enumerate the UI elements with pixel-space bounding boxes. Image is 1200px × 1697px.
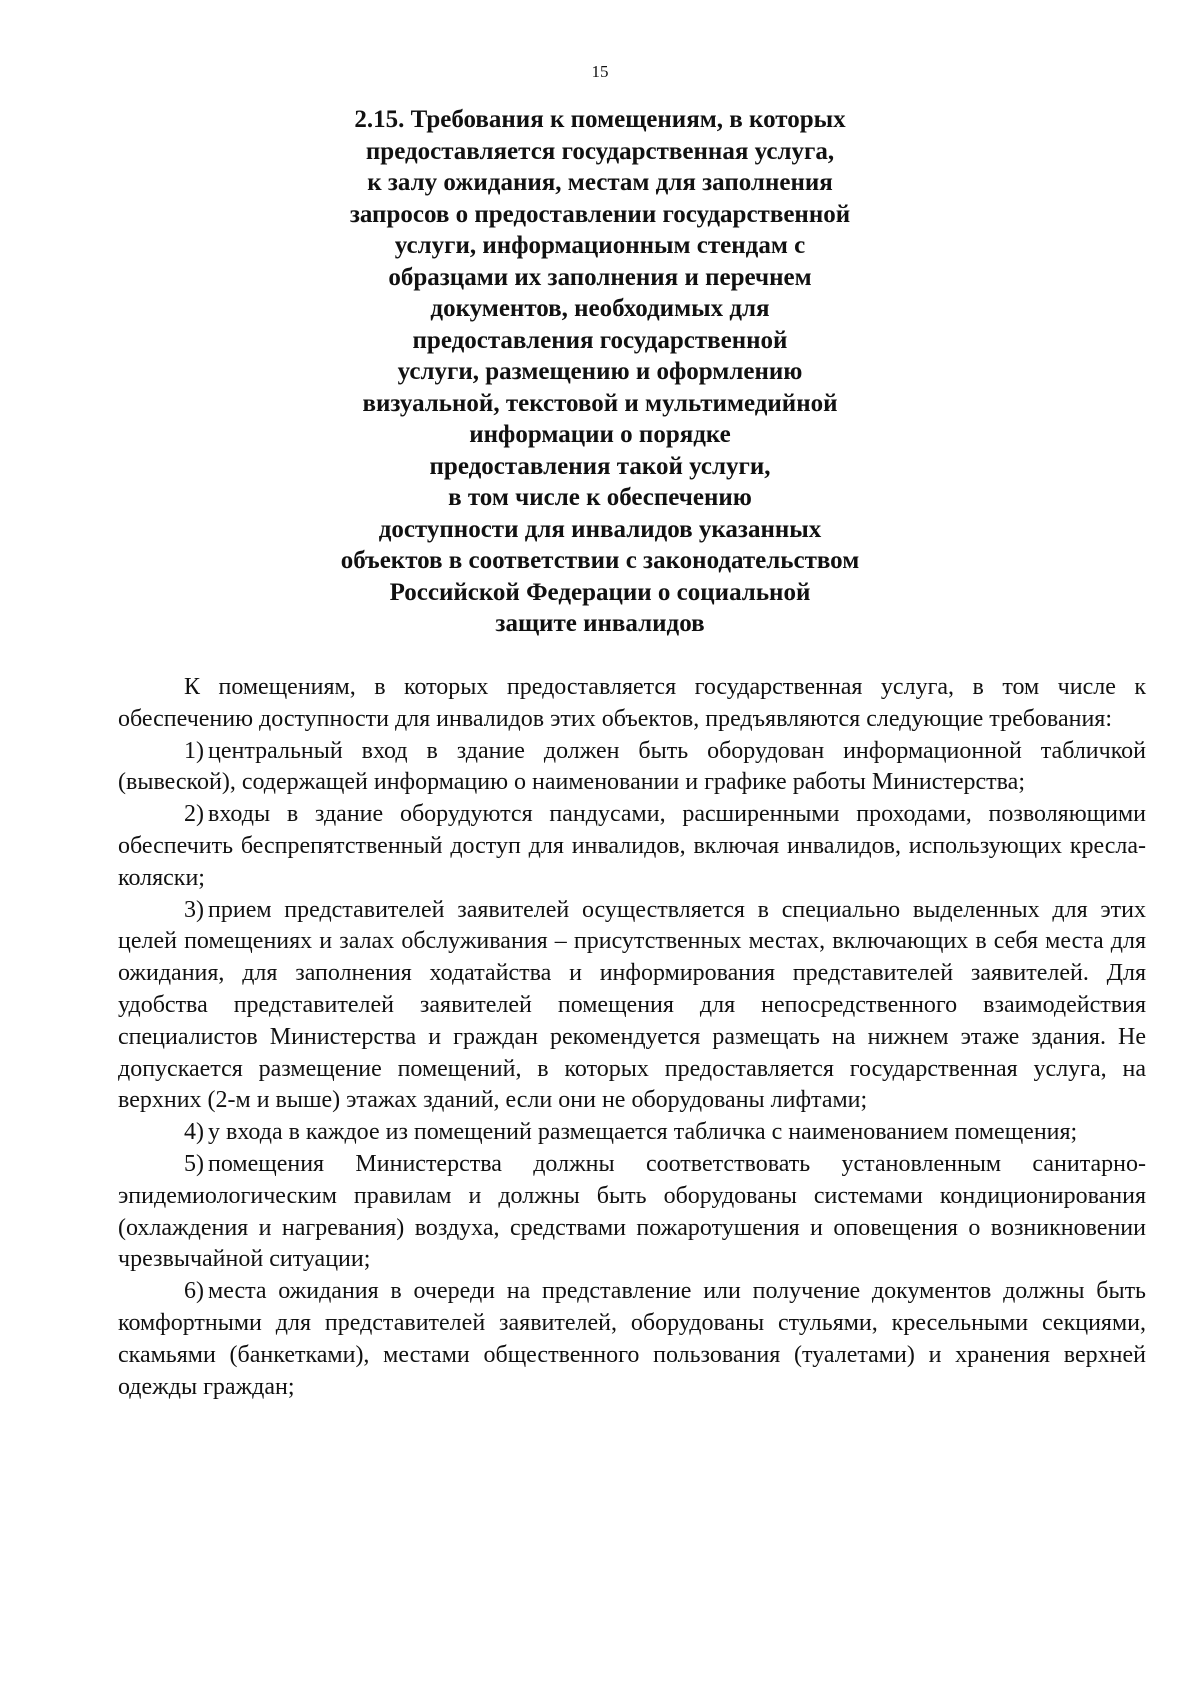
title-line: визуальной, текстовой и мультимедийной [362, 389, 838, 417]
body-text [118, 672, 1146, 1403]
item-text: у входа в каждое из помещений размещается табличка с наименованием помещения; [208, 1119, 1078, 1146]
item-text: места ожидания в очереди на представление или получение документов должны быть комфортными для представителей заявителей, оборудованы стульями, кресельными секциями, скамьями (банкетками), местами общественного пользования (туалетами) и хранения верхней одежды граждан; [118, 1278, 1146, 1400]
title-line: защите инвалидов [495, 610, 705, 637]
item-number: 2) [184, 801, 204, 828]
item-number: 6) [184, 1278, 204, 1305]
page-number: 15 [591, 62, 609, 81]
item-number: 4) [184, 1119, 204, 1146]
item-number: 5) [184, 1150, 204, 1177]
list-item [118, 1117, 1146, 1149]
title-line: услуги, информационным стендам с [394, 232, 806, 259]
list-item [118, 1149, 1146, 1276]
title-line: документов, необходимых для [430, 295, 770, 322]
title-line: услуги, размещению и оформлению [397, 358, 803, 385]
item-text: входы в здание оборудуются пандусами, расширенными проходами, позволяющими обеспечить беспрепятственный доступ для инвалидов, включая инвалидов, использующих кресла-коляски; [118, 801, 1146, 891]
title-line: образцами их заполнения и перечнем [388, 263, 812, 291]
title-line: в том числе к обеспечению [448, 484, 752, 511]
title-line: предоставляется государственная услуга, [365, 137, 835, 165]
list-item [118, 895, 1146, 1118]
title-line: Российской Федерации о социальной [389, 578, 811, 606]
intro-paragraph: К помещениям, в которых предоставляется государственная услуга, в том числе к обеспечению доступности для инвалидов этих объектов, предъявляются следующие требования: [118, 674, 1146, 732]
item-text: помещения Министерства должны соответствовать установленным санитарно-эпидемиологическим правилам и должны быть оборудованы системами кондиционирования (охлаждения и нагревания) воздуха, средствами пожаротушения и оповещения о возникновении чрезвычайной ситуации; [118, 1150, 1146, 1273]
title-line: 2.15. Требования к помещениям, в которых [354, 106, 846, 133]
title-line: запросов о предоставлении государственной [349, 200, 851, 228]
title-line: информации о порядке [469, 421, 731, 448]
title-line: объектов в соответствии с законодательством [340, 547, 860, 574]
item-number: 3) [184, 896, 204, 923]
list-item [118, 1276, 1146, 1403]
list-item [118, 799, 1146, 894]
title-line: доступности для инвалидов указанных [378, 515, 822, 543]
title-line: к залу ожидания, местам для заполнения [367, 169, 833, 196]
item-text: прием представителей заявителей осуществляется в специально выделенных для этих целей помещениях и залах обслуживания – присутственных местах, включающих в себя места для ожидания, для заполнения ходатайства и информирования представителей заявителей. Для удобства представителей заявителей помещения для непосредственного взаимодействия специалистов Министерства и граждан рекомендуется размещать на нижнем этаже здания. Не допускается размещение помещений, в которых предоставляется государственная услуга, на верхних (2-м и выше) этажах зданий, если они не оборудованы лифтами; [118, 896, 1146, 1114]
list-item [118, 736, 1146, 800]
title-line: предоставления такой услуги, [429, 452, 771, 480]
item-text: центральный вход в здание должен быть оборудован информационной табличкой (вывеской), содержащей информацию о наименовании и графике работы Министерства; [118, 737, 1146, 796]
section-title [200, 104, 1000, 640]
item-number: 1) [184, 737, 204, 764]
title-line: предоставления государственной [412, 326, 788, 354]
